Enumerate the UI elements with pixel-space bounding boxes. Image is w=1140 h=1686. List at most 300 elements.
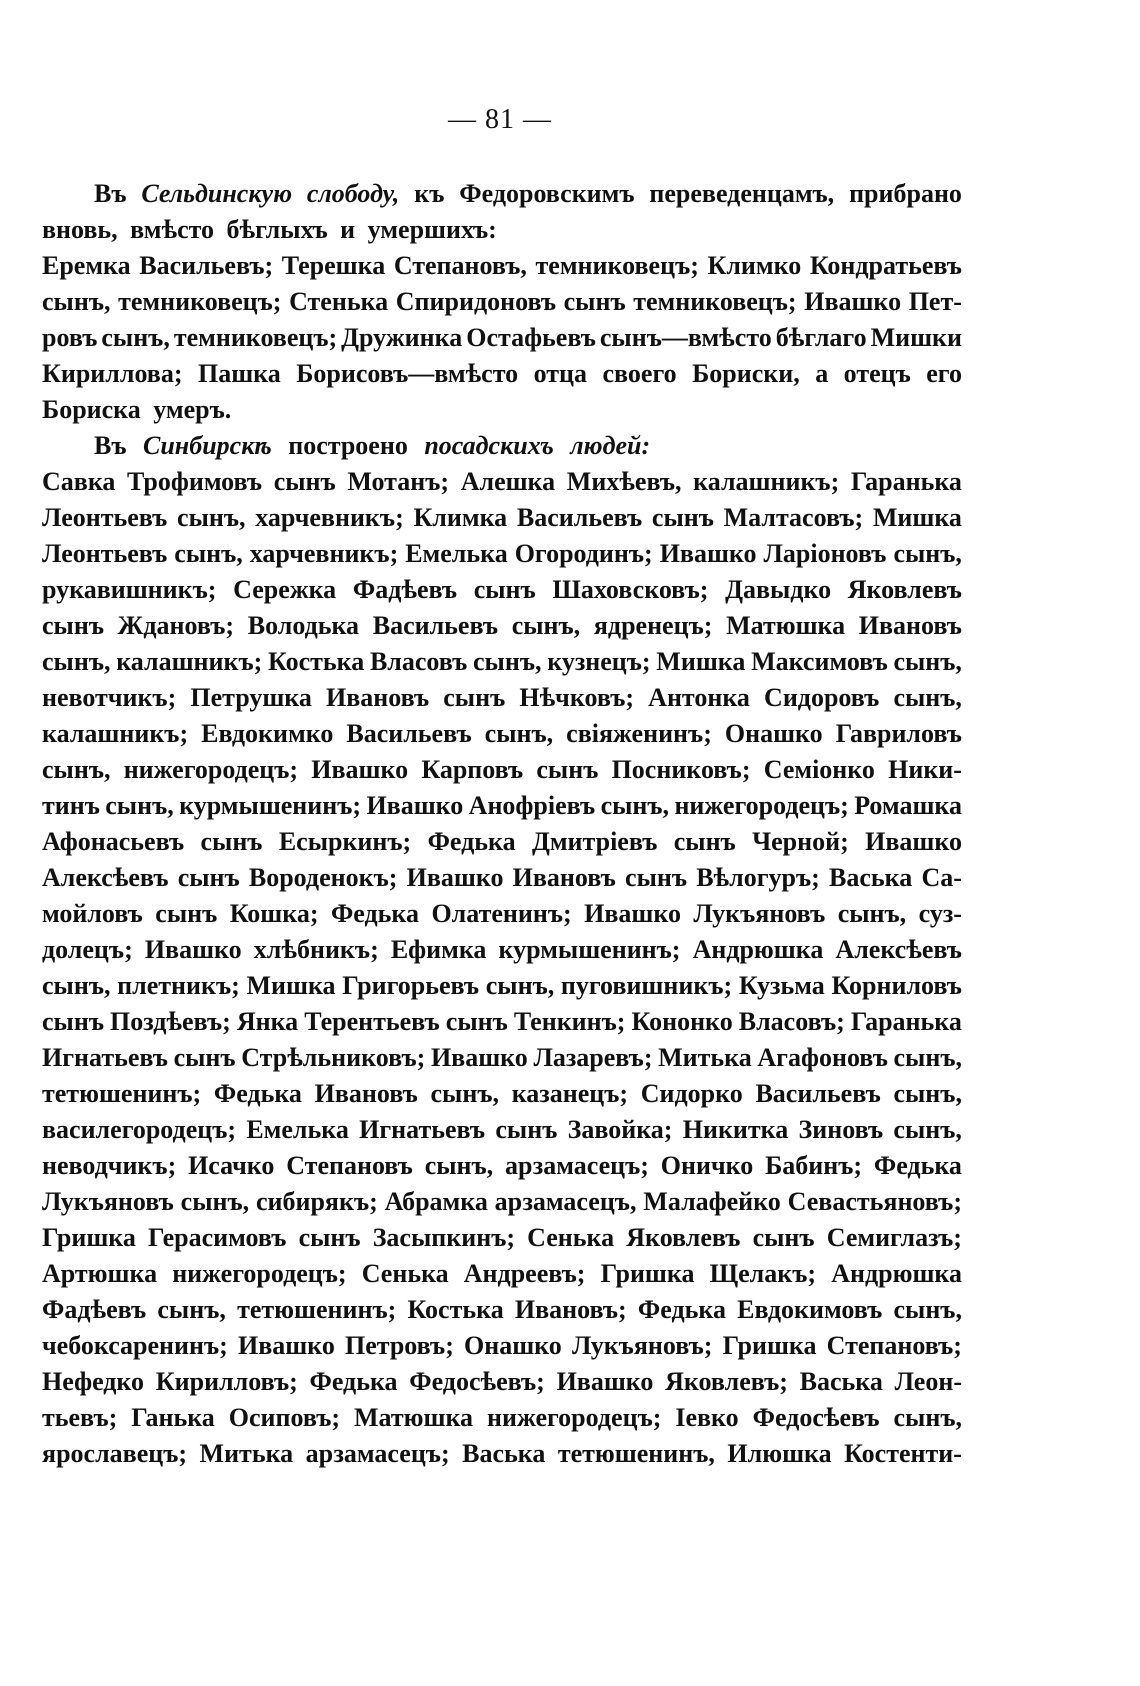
word: Лукъяновъ; [571, 1331, 713, 1360]
word: сынъ [445, 1007, 508, 1036]
word: Герасимовъ [148, 1223, 287, 1252]
word: Федоровскимъ [459, 179, 635, 208]
text-line [42, 824, 962, 860]
word: Леонтьевъ [42, 539, 168, 568]
word: сынъ [155, 899, 218, 928]
text-line [42, 1076, 962, 1112]
word: Борисовъ—вмѣсто [296, 359, 519, 388]
word: Мотанъ; [347, 467, 450, 496]
word: Гавриловъ [835, 719, 962, 748]
word: Алексѣевъ [835, 935, 962, 964]
word: Ивановъ [326, 683, 430, 712]
text-line [42, 1436, 962, 1472]
word: сынъ [177, 863, 240, 892]
word: Ивашко [144, 935, 242, 964]
word: Костька [407, 1295, 504, 1324]
word: Мишки [870, 323, 962, 352]
word: сынъ [752, 1223, 815, 1252]
text-line [42, 356, 962, 392]
word: Анофріевъ [468, 791, 596, 820]
text-line [42, 320, 962, 356]
word: Игнатьевъ [42, 1043, 168, 1072]
word: курмышенинъ; [179, 791, 362, 820]
word: Оничко [660, 1151, 754, 1180]
word: сынъ [473, 575, 536, 604]
word: сынъ, [101, 323, 170, 352]
word: Сидоровъ [764, 683, 880, 712]
word: тинъ [42, 791, 100, 820]
word: сынъ, [484, 719, 554, 748]
word: сынъ, [893, 683, 962, 712]
word: Спиридоновъ [395, 287, 556, 316]
word: курмышенинъ; [498, 935, 681, 964]
word: Андреевъ; [463, 1259, 586, 1288]
text-line [42, 1004, 962, 1040]
word: сынъ, [180, 1187, 250, 1216]
word: сынъ [625, 863, 688, 892]
word: Ивашко [804, 287, 902, 316]
word: Федька [637, 1295, 726, 1324]
word: Карповъ [421, 755, 524, 784]
word: Ромашка [854, 791, 962, 820]
text-line [42, 212, 962, 248]
word: казанецъ; [511, 1079, 629, 1108]
word: Осиповъ; [228, 1403, 341, 1432]
word: сынъ—вмѣсто [599, 323, 772, 352]
word: Бабинъ; [765, 1151, 863, 1180]
word: Костька [268, 647, 365, 676]
word: пуговишникъ; [560, 971, 733, 1000]
word: Онашко [464, 1331, 562, 1360]
word: Тенкинъ; [513, 1007, 626, 1036]
word: сынъ [536, 755, 599, 784]
word: Гаранька [850, 467, 962, 496]
text-line [42, 536, 962, 572]
word: Петрушка [190, 683, 312, 712]
word: Ивашко [311, 755, 409, 784]
word: его [926, 359, 962, 388]
word: Семиглазъ; [826, 1223, 962, 1252]
word: Малтасовъ; [723, 503, 864, 532]
word: нижегородецъ; [487, 1403, 662, 1432]
word: Ивашко [406, 863, 504, 892]
word: темниковецъ; [173, 323, 338, 352]
word: ровъ [42, 323, 98, 352]
word: Михѣевъ, [566, 467, 682, 496]
word: Яковлевъ [847, 575, 962, 604]
emphasized-word: Сельдинскую [141, 179, 293, 208]
word: Яковлевъ [626, 1223, 741, 1252]
word: Агафоновъ [757, 1043, 888, 1072]
text-line [42, 392, 962, 428]
word: Кондратьевъ [809, 251, 962, 280]
word: арзамасецъ; [305, 1439, 450, 1468]
word: сынъ, [893, 1079, 962, 1108]
word: чебоксаренинъ; [42, 1331, 228, 1360]
word: сынъ, [42, 755, 111, 784]
word: харчевникъ; [249, 539, 399, 568]
word: отца [533, 359, 588, 388]
word: Гаранька [850, 1007, 962, 1036]
word: мойловъ [42, 899, 143, 928]
word: прибрано [849, 179, 962, 208]
word: рукавишникъ; [42, 575, 217, 604]
text-line [42, 464, 962, 500]
word: Трофимовъ [127, 467, 263, 496]
word: Іевко [675, 1403, 739, 1432]
word: сынъ, [424, 1151, 494, 1180]
word: Кошка; [229, 899, 319, 928]
word: Васильевъ; [139, 251, 274, 280]
word: Терентьевъ [304, 1007, 440, 1036]
word: Савка [42, 467, 116, 496]
word: Федька [873, 1151, 962, 1180]
word: сынъ, [511, 611, 581, 640]
text-run: Въ [94, 431, 143, 460]
emphasized-word: слободу, [306, 179, 400, 208]
text-run: вновь, вмѣсто бѣглыхъ и умершихъ: [42, 215, 497, 244]
word: Ивановъ [858, 611, 962, 640]
text-run: Бориска умеръ. [42, 395, 232, 424]
word: Алексѣевъ [42, 863, 169, 892]
word: арзамасецъ; [505, 1151, 649, 1180]
word: сынъ [563, 287, 626, 316]
text-line [42, 896, 962, 932]
word: сынъ, [600, 791, 670, 820]
word: арзамасецъ, [494, 1187, 637, 1216]
word: Леонтьевъ [42, 503, 168, 532]
word: Ивановъ [512, 863, 616, 892]
word: Бориски, [692, 359, 800, 388]
word: Пашка [197, 359, 281, 388]
word: тетюшенинъ; [42, 1079, 202, 1108]
word: кузнецъ; [547, 647, 651, 676]
word: Исачко [188, 1151, 275, 1180]
word: своего [602, 359, 677, 388]
word: Никитка [682, 1115, 789, 1144]
word: Терешка [281, 251, 386, 280]
word: долецъ; [42, 935, 133, 964]
word: сынъ, [430, 1079, 499, 1108]
word: Остафьевъ [466, 323, 596, 352]
text-line [42, 284, 962, 320]
word: Власовъ [369, 647, 468, 676]
word: василегородецъ; [42, 1115, 237, 1144]
word: Степановъ [286, 1151, 413, 1180]
word: сынъ [273, 467, 336, 496]
word: Петровъ; [344, 1331, 454, 1360]
text-line [42, 1400, 962, 1436]
word: ядренецъ; [593, 611, 713, 640]
text-line [42, 860, 962, 896]
word: Лукъяновъ [42, 1187, 174, 1216]
word: Посниковъ; [611, 755, 751, 784]
word: Кирилловъ; [155, 1367, 298, 1396]
word: калашникъ; [42, 719, 189, 748]
word: Климко [707, 251, 802, 280]
word: сынъ [173, 1043, 236, 1072]
word: Федька [427, 827, 516, 856]
word: сынъ [42, 611, 104, 640]
word: Нѣчковъ; [519, 683, 635, 712]
text-line [42, 1220, 962, 1256]
word: темниковецъ; [633, 287, 797, 316]
emphasized-text: Синбирскѣ [143, 431, 272, 460]
text-line [42, 500, 962, 536]
word: Андрюшка [831, 1259, 962, 1288]
word: Васька [799, 1367, 883, 1396]
word: сынъ [495, 1115, 558, 1144]
word: Федька [330, 899, 419, 928]
word: Гришка [42, 1223, 136, 1252]
word: плетникъ; [117, 971, 240, 1000]
word: Черной; [752, 827, 849, 856]
word: Са- [921, 863, 962, 892]
word: Васька [829, 863, 913, 892]
word: Афонасьевъ [42, 827, 185, 856]
word: Ефимка [390, 935, 487, 964]
text-line [42, 1328, 962, 1364]
word: Кононко [631, 1007, 733, 1036]
word: Григорьевъ [342, 971, 480, 1000]
word: Сенька [361, 1259, 449, 1288]
word: бѣглаго [775, 323, 867, 352]
text-run: построено [271, 431, 425, 460]
word: Сидорко [640, 1079, 743, 1108]
text-line [42, 248, 962, 284]
word: суз- [918, 899, 962, 928]
word: сынъ, [42, 287, 111, 316]
word: переведенцамъ, [649, 179, 835, 208]
text-line [42, 716, 962, 752]
word: сынъ [200, 827, 263, 856]
word: Дружинка [341, 323, 463, 352]
word: сынъ, [893, 1043, 962, 1072]
word: Игнатьевъ [359, 1115, 486, 1144]
word: Мишка [872, 503, 962, 532]
word: Есыркинъ; [278, 827, 412, 856]
word: Илюшка [727, 1439, 832, 1468]
word: сынъ, [893, 1295, 962, 1324]
text-line [42, 932, 962, 968]
word: Матюшка [354, 1403, 474, 1432]
word: Ивановъ; [514, 1295, 627, 1324]
word: Ждановъ; [117, 611, 235, 640]
word: Сережка [233, 575, 337, 604]
word: Гришка [722, 1331, 817, 1360]
word: Ивашко [659, 539, 757, 568]
word: калашникъ; [116, 647, 263, 676]
word: Емелька [405, 539, 508, 568]
word: Мишка [656, 647, 746, 676]
word: сынъ, [42, 971, 111, 1000]
word: Янка [236, 1007, 299, 1036]
word: сынъ [298, 1223, 361, 1252]
word: Васильевъ [346, 719, 472, 748]
text-line [42, 1256, 962, 1292]
word: Завойка; [567, 1115, 673, 1144]
word: Фадѣевъ [42, 1295, 147, 1324]
word: Андрюшка [692, 935, 824, 964]
word: Онашко [724, 719, 823, 748]
word: Семіонко [763, 755, 875, 784]
word: Федосѣевъ [752, 1403, 880, 1432]
word: сынъ [651, 503, 714, 532]
word: харчевникъ; [255, 503, 404, 532]
word: Огородинъ; [514, 539, 653, 568]
word: сынъ, [473, 647, 542, 676]
page-number: — 81 — [448, 104, 552, 135]
text-line [42, 1112, 962, 1148]
word: Леон- [894, 1367, 962, 1396]
word: сынъ, [893, 539, 962, 568]
word: Корниловъ [831, 971, 962, 1000]
word: Абрамка [384, 1187, 488, 1216]
word: Федосѣевъ; [409, 1367, 545, 1396]
word: Евдокимко [201, 719, 334, 748]
text-line [42, 608, 962, 644]
word: Ивановъ [314, 1079, 418, 1108]
word: сынъ [42, 1007, 104, 1036]
word: Ивашко [556, 1367, 654, 1396]
text-line [42, 1184, 962, 1220]
word: Малафейко [643, 1187, 781, 1216]
word: Стрѣльниковъ; [241, 1043, 426, 1072]
word: къ [414, 179, 445, 208]
word: Ивашко [366, 791, 464, 820]
word: Емелька [246, 1115, 349, 1144]
word: сынъ [673, 827, 736, 856]
word: Ганька [131, 1403, 215, 1432]
word: сынъ, [893, 1115, 962, 1144]
word: Вѣлогуръ; [696, 863, 820, 892]
word: Матюшка [726, 611, 846, 640]
text-line [42, 1148, 962, 1184]
word: невотчикъ; [42, 683, 177, 712]
word: Васька [462, 1439, 546, 1468]
word: Васильевъ [372, 611, 499, 640]
word: Максимовъ [751, 647, 888, 676]
word: Ники- [888, 755, 962, 784]
word: Ларіоновъ [763, 539, 887, 568]
word: тетюшенинъ; [237, 1295, 397, 1324]
body-text [42, 176, 962, 1472]
word: Яковлевъ; [665, 1367, 788, 1396]
word: Нефедко [42, 1367, 145, 1396]
word: Поздѣевъ; [110, 1007, 231, 1036]
word: Евдокимовъ [737, 1295, 883, 1324]
word: нижегородецъ; [674, 791, 849, 820]
word: нижегородецъ; [172, 1259, 347, 1288]
word: Володька [247, 611, 360, 640]
word: неводчикъ; [42, 1151, 177, 1180]
word: Фадѣевъ [352, 575, 458, 604]
word: Вороденокъ; [248, 863, 398, 892]
word: темниковецъ; [118, 287, 282, 316]
word: сынъ, [893, 1403, 962, 1432]
word: Антонка [648, 683, 750, 712]
word: Щелакъ; [709, 1259, 817, 1288]
word: калашникъ; [693, 467, 840, 496]
text-line [42, 1040, 962, 1076]
word: Васильевъ [755, 1079, 881, 1108]
word: Давыдко [725, 575, 832, 604]
word: Шаховсковъ; [552, 575, 709, 604]
word: Ивашко [430, 1043, 528, 1072]
word: сынъ, [177, 503, 246, 532]
word: Степановъ; [826, 1331, 962, 1360]
text-line [42, 428, 962, 464]
word: сынъ [443, 683, 506, 712]
word: Олатенинъ; [431, 899, 572, 928]
word: Гришка [600, 1259, 695, 1288]
word: Дмитріевъ [531, 827, 658, 856]
word: Зиновъ [798, 1115, 884, 1144]
text-line [42, 1364, 962, 1400]
word: темниковецъ; [535, 251, 699, 280]
word: а [815, 359, 829, 388]
word: нижегородецъ; [123, 755, 299, 784]
word: сынъ, [893, 647, 962, 676]
word: Лукъяновъ [693, 899, 826, 928]
word: Власовъ; [738, 1007, 845, 1036]
word: Пет- [908, 287, 962, 316]
text-line [42, 968, 962, 1004]
word: Федька [309, 1367, 398, 1396]
word: Алешка [460, 467, 556, 496]
word: сынъ, [174, 539, 243, 568]
word: сынъ, [105, 791, 174, 820]
word: Кириллова; [42, 359, 183, 388]
word: хлѣбникъ; [253, 935, 379, 964]
word: Севастьяновъ; [787, 1187, 962, 1216]
text-line [42, 1292, 962, 1328]
word: Климка [413, 503, 508, 532]
text-line [42, 572, 962, 608]
word: сибирякъ; [255, 1187, 378, 1216]
word: отецъ [843, 359, 911, 388]
word: Кузьма [738, 971, 825, 1000]
emphasized-text: посадскихъ людей: [424, 431, 651, 460]
text-line [42, 788, 962, 824]
word: Васильевъ [516, 503, 643, 532]
word: тетюшенинъ, [557, 1439, 715, 1468]
word: Лазаревъ; [533, 1043, 653, 1072]
word: Ивашко [237, 1331, 335, 1360]
word: Еремка [42, 251, 131, 280]
word: ярославецъ; [42, 1439, 188, 1468]
text-line [42, 176, 962, 212]
text-line [42, 644, 962, 680]
word: сынъ, [485, 971, 555, 1000]
word: Митька [658, 1043, 752, 1072]
word: Ивашко [865, 827, 962, 856]
word: Митька [199, 1439, 294, 1468]
word: Мишка [246, 971, 336, 1000]
word: Костенти- [844, 1439, 962, 1468]
text-line [42, 752, 962, 788]
word: Стенька [289, 287, 389, 316]
word: тьевъ; [42, 1403, 118, 1432]
word: сынъ, [42, 647, 111, 676]
word: сынъ, [157, 1295, 226, 1324]
word: Сенька [527, 1223, 615, 1252]
text-line [42, 680, 962, 716]
word: Въ [94, 179, 127, 208]
word: Федька [213, 1079, 302, 1108]
word: сынъ, [837, 899, 907, 928]
word: Ивашко [584, 899, 681, 928]
